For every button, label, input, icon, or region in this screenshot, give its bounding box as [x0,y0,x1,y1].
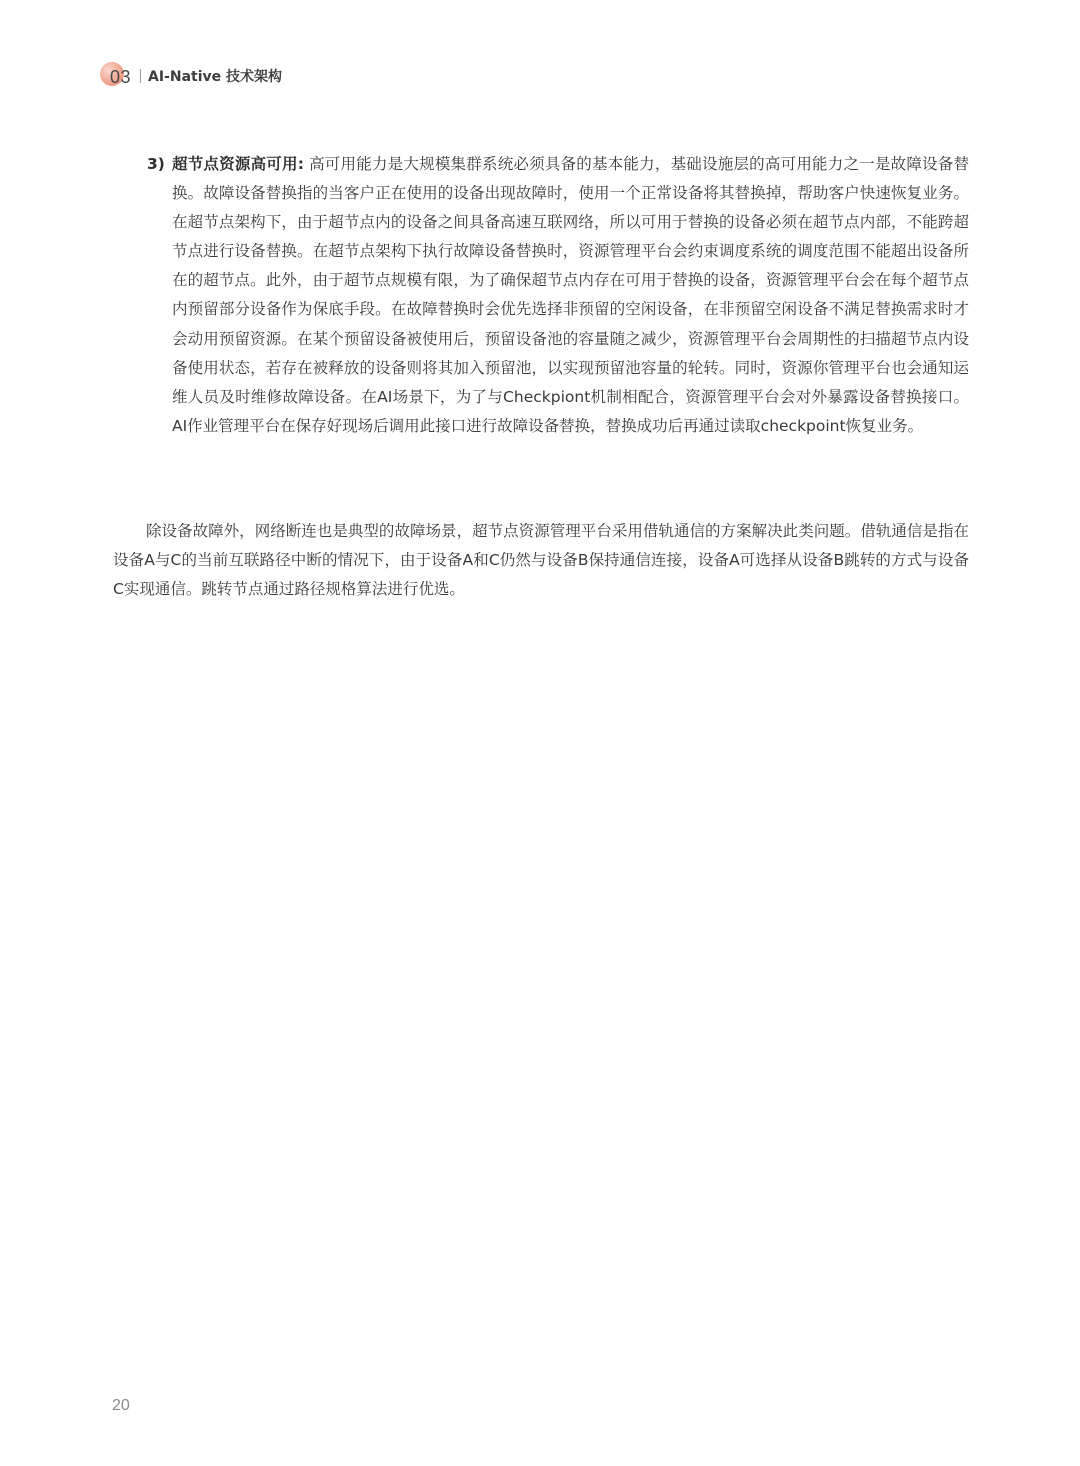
list-item-lead: 超节点资源高可用: [172,155,304,173]
chapter-number: 03 [110,66,132,87]
page-header [100,60,282,92]
list-marker: 3) [147,155,165,173]
page-number: 20 [112,1397,130,1414]
header-divider [140,69,141,83]
list-item-body [172,150,969,441]
list-item-supernode-ha [147,150,969,441]
list-item-text: 高可用能力是大规模集群系统必须具备的基本能力，基础设施层的高可用能力之一是故障设备替换。故障设备替换指的当客户正在使用的设备出现故障时，使用一个正常设备将其替换掉，帮助客户快速恢复业务。在超节点架构下，由于超节点内的设备之间具备高速互联网络，所以可用于替换的设备必须在超节点内部，不能跨超节点进行设备替换。在超节点架构下执行故障设备替换时，资源管理平台会约束调度系统的调度范围不能超出设备所在的超节点。此外，由于超节点规模有限，为了确保超节点内存在可用于替换的设备，资源管理平台会在每个超节点内预留部分设备作为保底手段。在故障替换时会优先选择非预留的空闲设备，在非预留空闲设备不满足替换需求时才会动用预留资源。在某个预留设备被使用后，预留设备池的容量随之减少，资源管理平台会周期性的扫描超节点内设备使用状态，若存在被释放的设备则将其加入预留池，以实现预留池容量的轮转。同时，资源你管理平台也会通知运维人员及时维修故障设备。在AI场景下，为了与Checkpiont机制相配合，资源管理平台会对外暴露设备替换接口。AI作业管理平台在保存好现场后调用此接口进行故障设备替换，替换成功后再通过读取checkpoint恢复业务。 [172,155,969,435]
header-title: AI-Native 技术架构 [148,69,283,85]
body-paragraph: 除设备故障外，网络断连也是典型的故障场景，超节点资源管理平台采用借轨通信的方案解决此类问题。借轨通信是指在设备A与C的当前互联路径中断的情况下，由于设备A和C仍然与设备B保持通信连接，设备A可选择从设备B跳转的方式与设备C实现通信。跳转节点通过路径规格算法进行优选。 [113,522,969,599]
chapter-badge [100,60,134,92]
